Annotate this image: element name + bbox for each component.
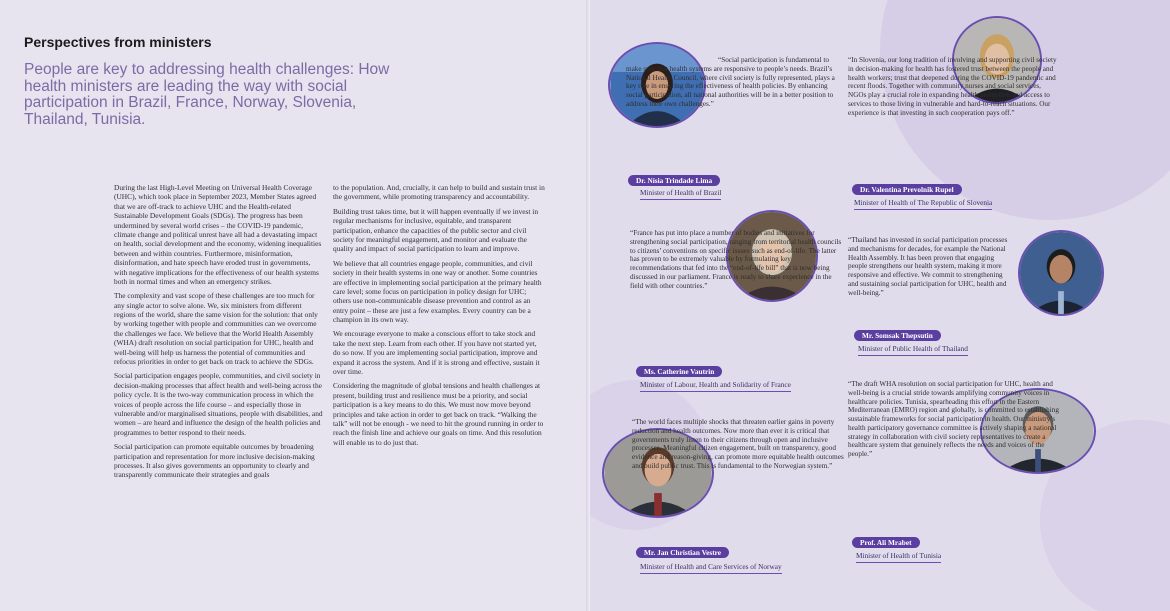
minister-name: Prof. Ali Mrabet: [852, 537, 920, 548]
minister-quote: “France has put into place a number of bodies and initiatives for strengthening social participation, ranging from territorial health councils to citizens’ conventions on specific issues such as end-of-life. The latter has proven to be extremely valuable by formulating key recommendations that fed into the “end-of-life bill” that is now being discussed in our parliament. France is ready to share experience in the field with other countries.”: [630, 229, 842, 290]
minister-name: Mr. Jan Christian Vestre: [636, 547, 729, 558]
article-paragraph: We encourage everyone to make a conscious effort to take stock and take the next step. Learn from each other. If you have not started yet, do so now. If you are implementing social participation, improve and expand it across the system. And if it is strong and effective, sustain it over time.: [333, 329, 540, 377]
minister-quote: “The world faces multiple shocks that threaten earlier gains in poverty reduction and health outcomes. Now more than ever it is critical that governments truly listen to their citizens through open and inclusive processes. Meaningful citizen engagement, built on transparency, good evidence and reason-giving, can promote more equitable health outcomes and build public trust. This is fundamental to the Norwegian system.”: [632, 418, 844, 470]
article-paragraph: During the last High-Level Meeting on Universal Health Coverage (UHC), which took place in September 2023, Member States agreed that we are off-track to achieve UHC and the Health-related Sustainable Development Goals (SDGs). The progress has been undermined by several world crises – the COVID-19 pandemic, climate change and political unrest have all had a devastating impact on health, social development and the economy, widening inequalities between and within countries. Furthermore, misinformation, disinformation, and hate speech have eroded trust in governments, with negative implications for the effectiveness of our health systems both in normal times and when an emergency strikes.: [114, 183, 322, 286]
minister-name: Ms. Catherine Vautrin: [636, 366, 722, 377]
portrait-icon: [1020, 232, 1102, 314]
minister-role: Minister of Health of Brazil: [640, 188, 721, 200]
minister-role: Minister of Health and Care Services of Norway: [640, 562, 782, 574]
minister-quote: “Thailand has invested in social participation processes and mechanisms for decades, for example the National Health Assembly. It has been proven that engaging people strengthens our health system, making it more responsive and effective. We commit to strengthening and sustaining social participation for UHC, health and well-being.”: [848, 236, 1008, 297]
article-paragraph: to the population. And, crucially, it can help to build and sustain trust in the government, while promoting transparency and accountability.: [333, 183, 545, 202]
article-paragraph: The complexity and vast scope of these challenges are too much for any single actor to solve alone. We, six ministers from different regions of the world, share the same vision for the solution: that only by working together with people and communities can we overcome the challenges we face. We believe that the World Health Assembly (WHA) draft resolution on social participation for UHC, health and well-being will help us harness the potential of communities and refocus priorities in order to get back on track to achieve the SDGs.: [114, 291, 318, 367]
section-title: Perspectives from ministers: [24, 34, 212, 50]
article-paragraph: Social participation engages people, communities, and civil society in decision-making processes that affect health and well-being across the policy cycle. It is the two-way communication process in which the voices of people across the life course – and especially those in vulnerable and/or marginalised situations, people with disabilities, and women – are heard and influence the design of the health policies and programmes to better respond to their needs.: [114, 371, 323, 437]
minister-role: Minister of Health of Tunisia: [856, 551, 941, 563]
article-paragraph: Considering the magnitude of global tensions and health challenges at present, building trust and resilience must be a priority, and social participation is a key means to do this. We must now move beyond principles and take action in order to get back on track. “Walking the talk” will not be enough - we need to hit the ground running in order to reach the finish line and achieve our goals on time. And this resolution will enable us to do just that.: [333, 381, 544, 447]
right-page: [590, 0, 1170, 611]
minister-name: Dr. Nísia Trindade Lima: [628, 175, 720, 186]
article-paragraph: Building trust takes time, but it will happen eventually if we invest in regular mechanisms for inclusive, equitable, and transparent participation, enhance the capacities of the public sector and civil society for meaningful engagement, and monitor and evaluate the quality and impact of social participation to learn and improve.: [333, 206, 539, 254]
article-paragraph: We believe that all countries engage people, communities, and civil society in their health systems in one way or another. Some countries are effective in implementing social participation at the primary health care level; some focus on participation in policy design for UHC; others use non-communicable disease prevention and control as an entry point – these are just a few examples. Every country can be a champion in its own way.: [333, 258, 542, 325]
minister-name: Dr. Valentina Prevolnik Rupel: [852, 184, 962, 195]
minister-quote: “Social participation is fundamental to make sure that health systems are responsive to people’s needs. Brazil’s National Health Council, where civil society is fully represented, plays a key role in ensuring the effectiveness of health policies. By enhancing social participation, all national authorities will be in a better position to address their own challenges.”: [626, 56, 835, 108]
minister-name: Mr. Somsak Thepsutin: [854, 330, 941, 341]
article-column-2: [333, 183, 545, 452]
minister-quote: “The draft WHA resolution on social participation for UHC, health and well-being is a crucial stride towards amplifying community voices in healthcare policies. Tunisia, spearheading this effort in the Eastern Mediterranean (EMRO) region and globally, is committed to establishing sustainable frameworks for social participation in health. Our ministry’s health participatory governance committee is actively shaping a national strategy in collaboration with civil society representatives to create a healthcare system that genuinely reflects the needs and voices of the people.”: [848, 380, 1059, 459]
article-column-1: [114, 183, 324, 485]
page-subtitle: People are key to addressing health challenges: How health ministers are leading the way with social participation in Brazil, France, Norway, Slovenia, Thailand, Tunisia.: [24, 61, 390, 129]
minister-role: Minister of Public Health of Thailand: [858, 344, 968, 356]
minister-role: Minister of Health of The Republic of Slovenia: [854, 198, 992, 210]
minister-role: Minister of Labour, Health and Solidarity of France: [640, 380, 791, 392]
article-paragraph: Social participation can promote equitable outcomes by broadening participation and representation for more inclusive decision-making processes. It also gives governments an opportunity to clearly and transparently communicate their strategies and goals: [114, 442, 315, 480]
minister-portrait-thailand: [1018, 230, 1104, 316]
minister-quote: “In Slovenia, our long tradition of involving and supporting civil society in decision-making for health has fostered trust between the people and health workers; trust that deepened during the COVID-19 pandemic and recent floods. Together with community nurses and social services, NGOs play a crucial role in expanding health promotion and access to services to those living in vulnerable and hard-to-reach situations. Our experience is that investing in such cooperation pays off.”: [848, 56, 1057, 117]
